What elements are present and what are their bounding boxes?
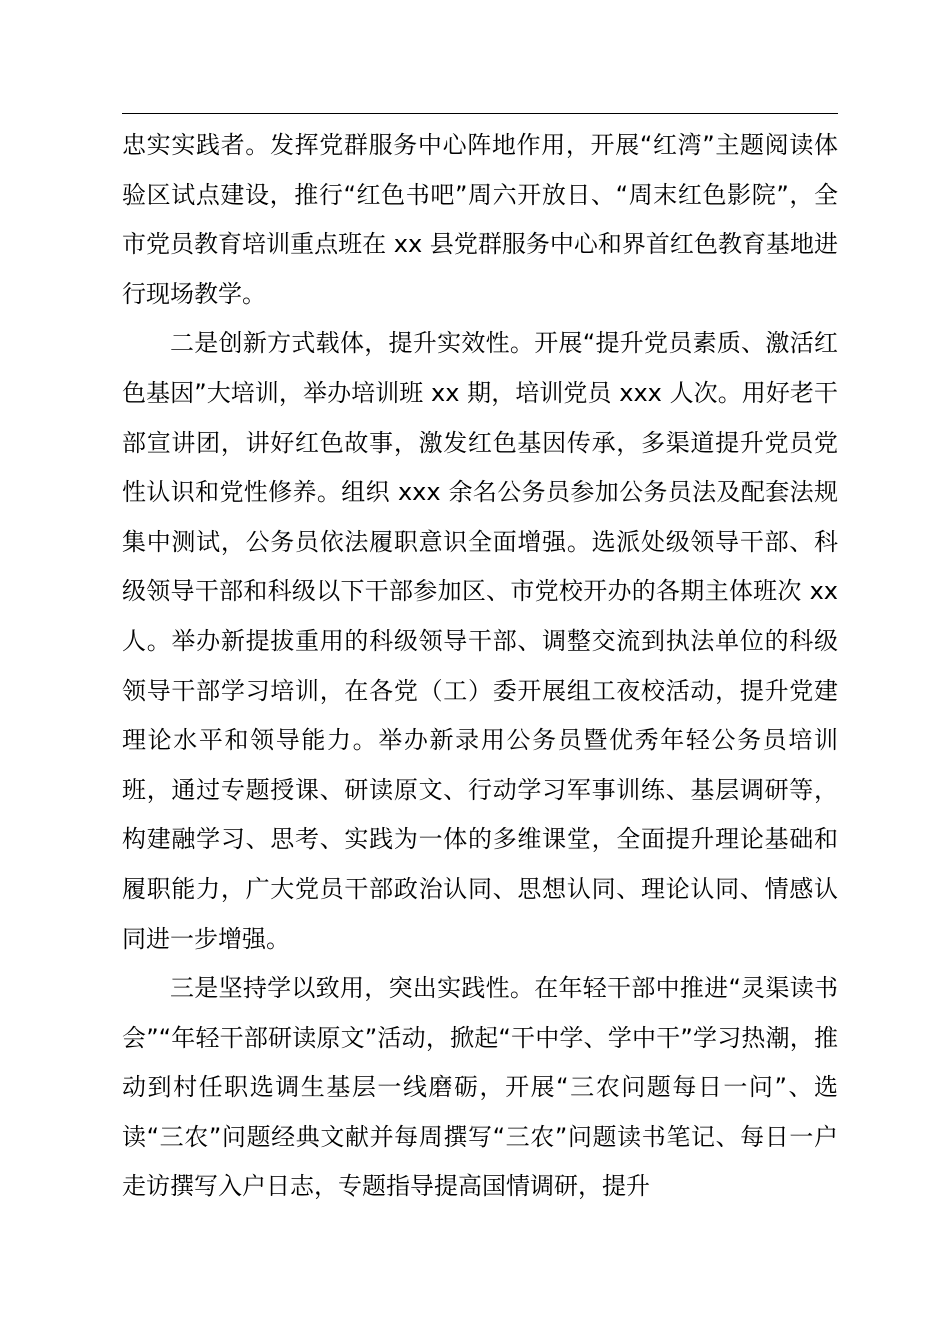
header-rule xyxy=(122,113,838,114)
paragraph-item-2: 二是创新方式载体，提升实效性。开展“提升党员素质、激活红色基因”大培训，举办培训班 xx 期，培训党员 xxx 人次。用好老干部宣讲团，讲好红色故事，激发红色基因传承，多渠道提升党员党性认识和党性修养。组织 xxx 余名公务员参加公务员法及配套法规集中测试，公务员依法履职意识全面增强。选派处级领导干部、科级领导干部和科级以下干部参加区、市党校开办的各期主体班次 xx 人。举办新提拔重用的科级领导干部、调整交流到执法单位的科级领导干部学习培训，在各党（工）委开展组工夜校活动，提升党建理论水平和领导能力。举办新录用公务员暨优秀年轻公务员培训班，通过专题授课、研读原文、行动学习军事训练、基层调研等，构建融学习、思考、实践为一体的多维课堂，全面提升理论基础和履职能力，广大党员干部政治认同、思想认同、理论认同、情感认同进一步增强。 xyxy=(122,329,838,953)
paragraph-continuation: 忠实实践者。发挥党群服务中心阵地作用，开展“红湾”主题阅读体验区试点建设，推行“红色书吧”周六开放日、“周末红色影院”，全市党员教育培训重点班在 xx 县党群服务中心和界首红色教育基地进行现场教学。 xyxy=(122,131,838,308)
body-text xyxy=(122,121,838,1212)
paragraph-item-3: 三是坚持学以致用，突出实践性。在年轻干部中推进“灵渠读书会”“年轻干部研读原文”活动，掀起“干中学、学中干”学习热潮，推动到村任职选调生基层一线磨砺，开展“三农问题每日一问”、选读“三农”问题经典文献并每周撰写“三农”问题读书笔记、每日一户走访撰写入户日志，专题指导提高国情调研，提升 xyxy=(122,974,838,1201)
